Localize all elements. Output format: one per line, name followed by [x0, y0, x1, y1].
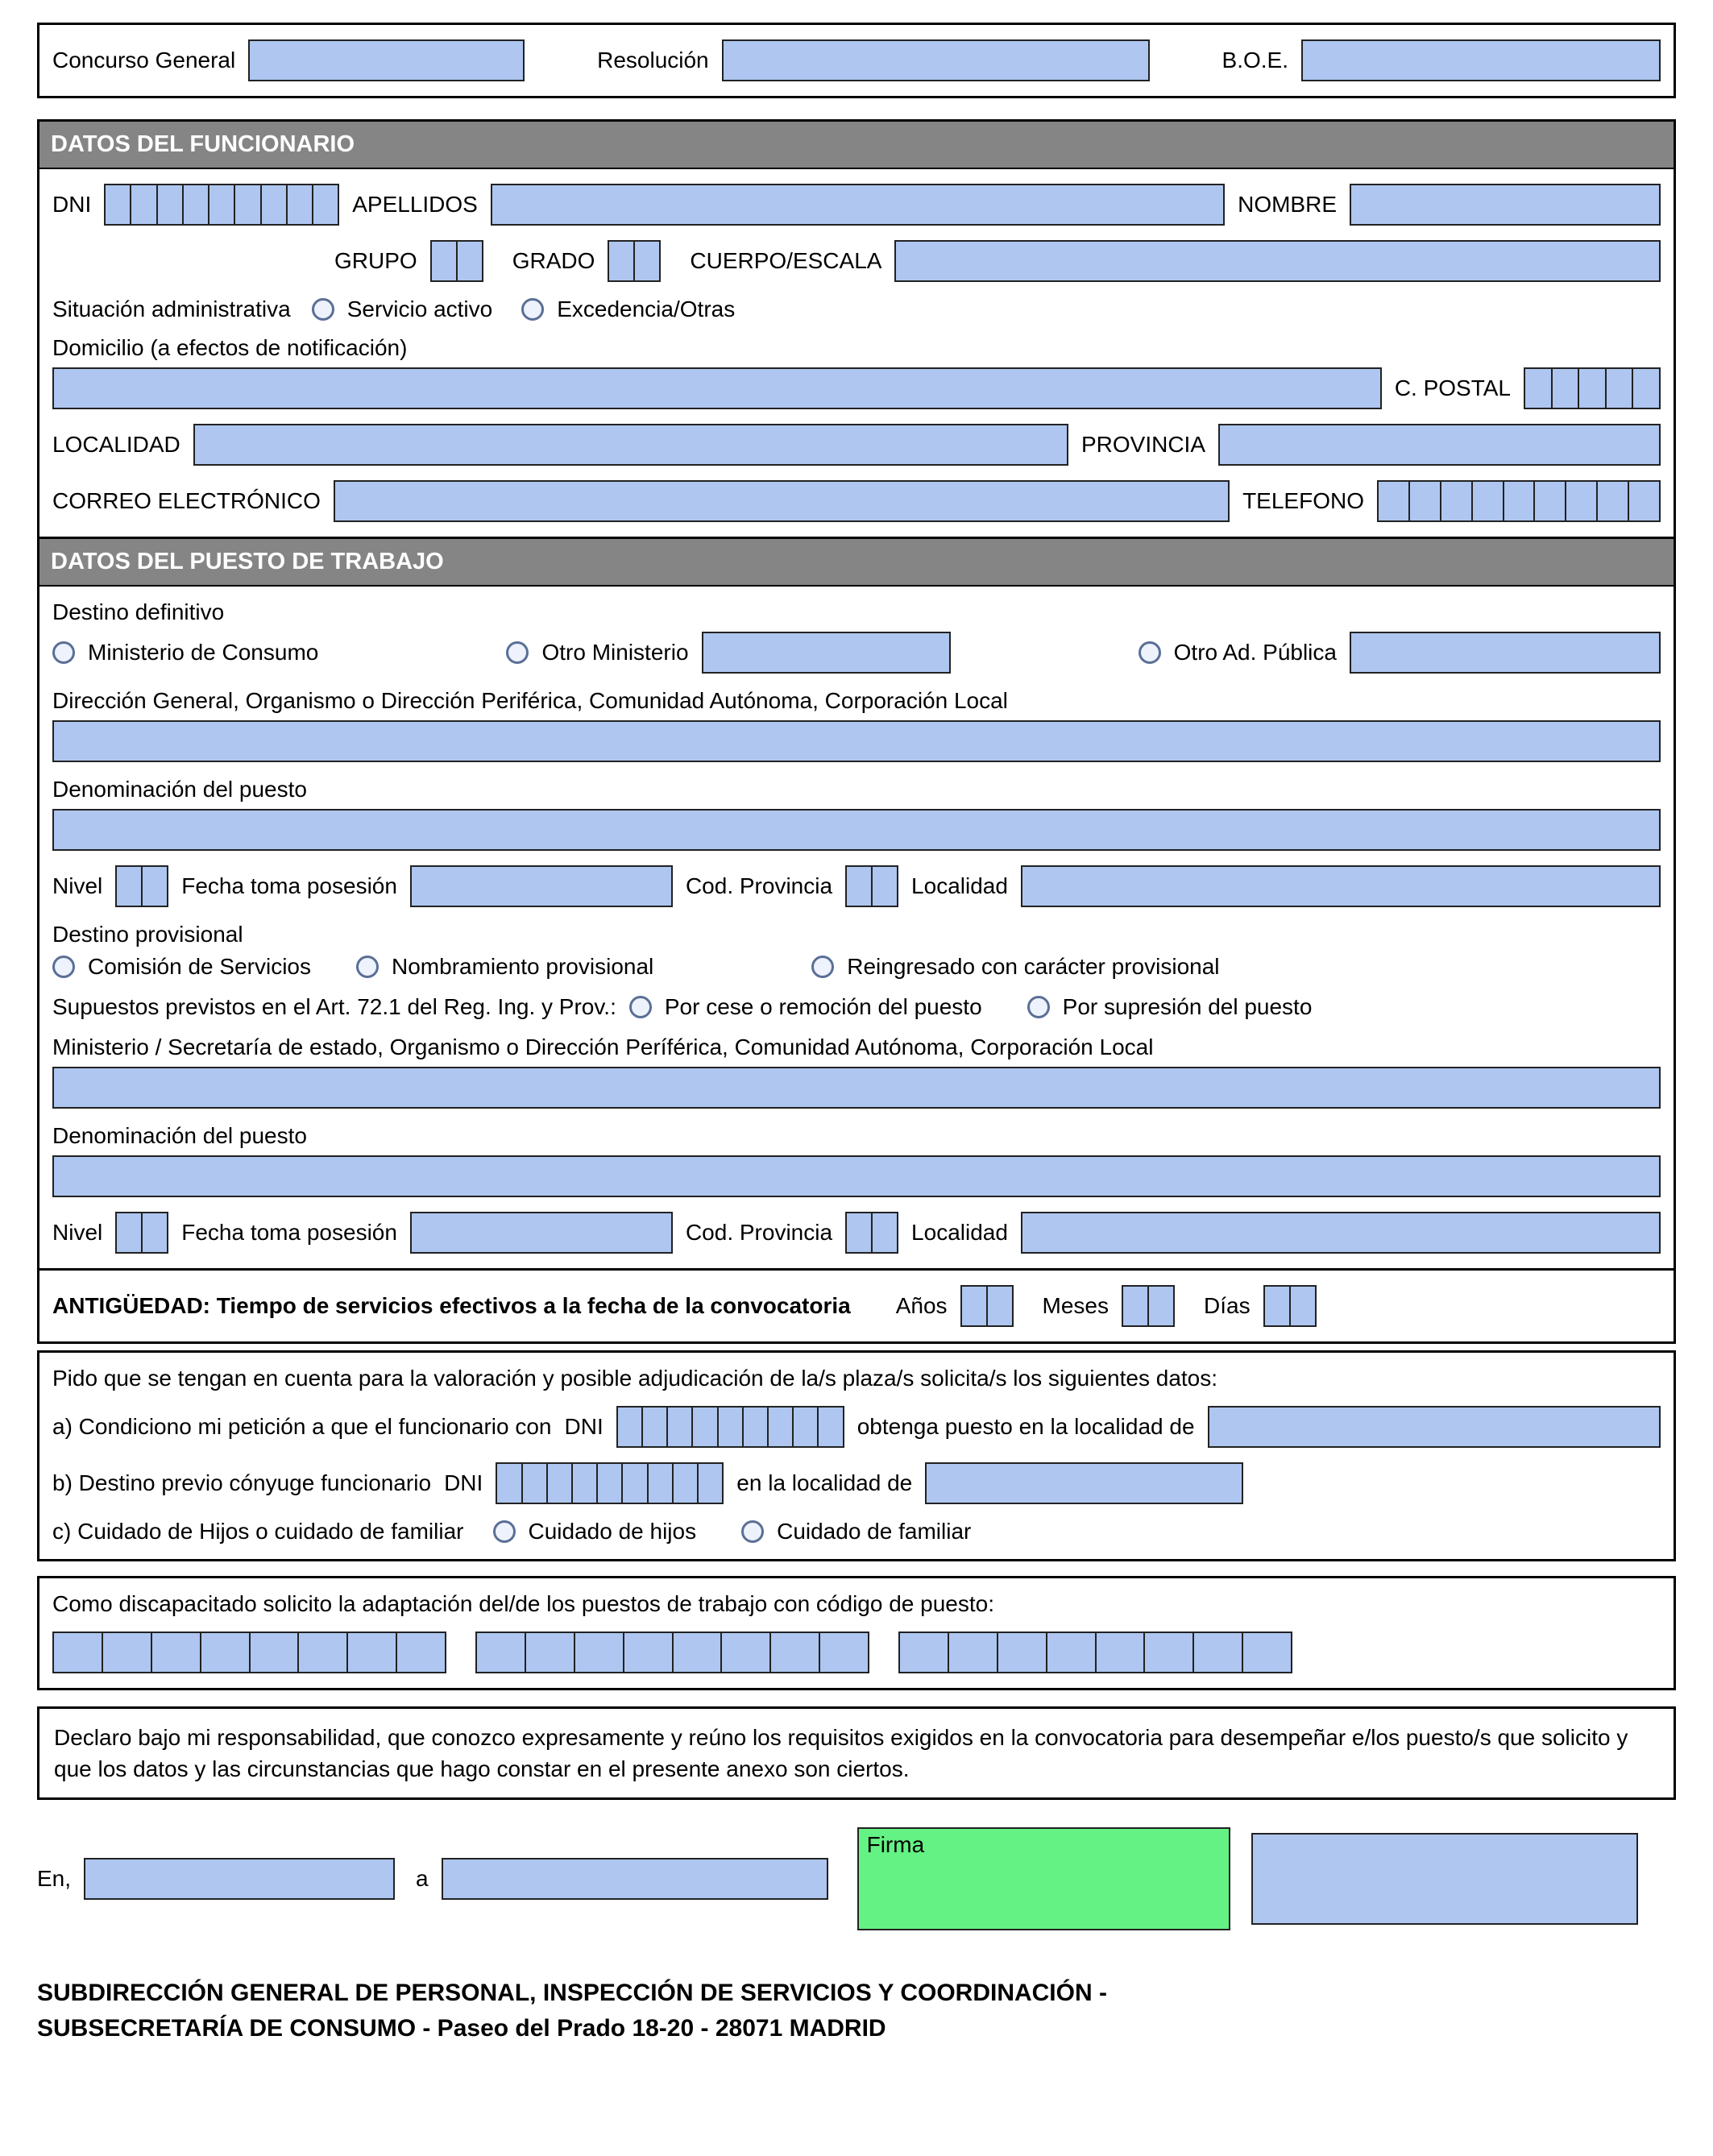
localidad-input[interactable]: [193, 424, 1068, 466]
denominacion-puesto-2-label: Denominación del puesto: [52, 1123, 307, 1148]
cell[interactable]: [312, 185, 338, 224]
otro-ministerio-radio[interactable]: [506, 641, 529, 664]
cell[interactable]: [525, 1633, 574, 1672]
form-row: [39, 688, 1674, 714]
excedencia-otras-radio[interactable]: [521, 298, 544, 321]
firma-row: [37, 1827, 1676, 1930]
c-postal-input[interactable]: [1524, 367, 1661, 409]
cell[interactable]: [156, 185, 182, 224]
cell[interactable]: [151, 1633, 200, 1672]
denominacion-puesto-2-input[interactable]: [52, 1155, 1661, 1197]
discapacidad-section: [37, 1576, 1676, 1690]
peticion-intro: Pido que se tengan en cuenta para la valoración y posible adjudicación de la/s plaza/s solicita/s los siguientes datos:: [52, 1366, 1218, 1391]
correo-electronico-label: CORREO ELECTRÓNICO: [52, 488, 321, 513]
form-row: [39, 632, 1674, 674]
declaracion-text: Declaro bajo mi responsabilidad, que conozco expresamente y reúno los requisitos exigidos en la convocatoria para desempeñar e/los puesto/s que solicito y que los datos y las circunstancias que hago constar en el presente anexo son ciertos.: [54, 1725, 1628, 1782]
cell[interactable]: [1632, 369, 1659, 408]
domicilio-label: Domicilio (a efectos de notificación): [52, 335, 408, 360]
antiguedad-title: ANTIGÜEDAD: Tiempo de servicios efectivos a la fecha de la convocatoria: [52, 1293, 851, 1318]
cell[interactable]: [997, 1633, 1046, 1672]
firma-box[interactable]: [857, 1827, 1230, 1930]
cell[interactable]: [666, 1408, 691, 1446]
form-row: [39, 240, 1674, 282]
cell[interactable]: [297, 1633, 346, 1672]
localidad-puesto-2-input[interactable]: [1021, 1212, 1661, 1254]
ministerio-consumo-group: [52, 640, 318, 665]
cell[interactable]: [286, 185, 312, 224]
cuidado-hijos-radio[interactable]: [493, 1520, 516, 1543]
servicio-activo-radio[interactable]: [312, 298, 334, 321]
cell[interactable]: [1123, 1287, 1147, 1325]
resolucion-group: [597, 39, 1150, 81]
ministerio-secretaria-input[interactable]: [52, 1067, 1661, 1109]
form-row: [39, 954, 1674, 980]
reingresado-radio[interactable]: [811, 956, 834, 978]
otro-ministerio-label: Otro Ministerio: [541, 640, 689, 665]
form-row: [39, 335, 1674, 361]
dni-input[interactable]: [104, 184, 339, 226]
excedencia-otras-label: Excedencia/Otras: [557, 296, 736, 321]
cell[interactable]: [871, 867, 897, 906]
cell[interactable]: [200, 1633, 249, 1672]
form-row: [39, 480, 1674, 522]
nombre-label: NOMBRE: [1238, 192, 1337, 217]
form-row: [39, 922, 1674, 947]
nombre-input[interactable]: [1350, 184, 1661, 226]
ministerio-consumo-label: Ministerio de Consumo: [88, 640, 319, 665]
cell[interactable]: [1503, 482, 1534, 520]
correo-electronico-input[interactable]: [334, 480, 1230, 522]
footer: [37, 1976, 1676, 2046]
firma-anexo-box[interactable]: [1251, 1833, 1638, 1925]
fecha-toma-label: Fecha toma posesión: [181, 873, 397, 898]
cell[interactable]: [117, 1213, 141, 1252]
cell[interactable]: [571, 1464, 596, 1503]
cell[interactable]: [1289, 1287, 1315, 1325]
otro-ministerio-input[interactable]: [702, 632, 951, 674]
form-row: [39, 865, 1674, 907]
cell[interactable]: [182, 185, 208, 224]
denominacion-puesto-input[interactable]: [52, 809, 1661, 851]
cell[interactable]: [767, 1408, 792, 1446]
cell[interactable]: [1408, 482, 1440, 520]
cell[interactable]: [948, 1633, 997, 1672]
footer-line1: SUBDIRECCIÓN GENERAL DE PERSONAL, INSPECCIÓN DE SERVICIOS Y COORDINACIÓN -: [37, 1980, 1107, 2007]
cuidado-familiar-label: Cuidado de familiar: [777, 1519, 972, 1544]
cell[interactable]: [456, 242, 482, 280]
cell[interactable]: [1628, 482, 1659, 520]
form-row: [39, 1519, 1674, 1544]
fecha-toma-input[interactable]: [410, 865, 673, 907]
form-row: [39, 1034, 1674, 1060]
declaracion-section: [37, 1706, 1676, 1800]
form-row: [39, 1632, 1674, 1673]
por-cese-radio[interactable]: [629, 996, 652, 1018]
dni-b-input[interactable]: [496, 1462, 724, 1504]
footer-line2: SUBSECRETARÍA DE CONSUMO - Paseo del Prado 18-20 - 28071 MADRID: [37, 2014, 886, 2042]
cell[interactable]: [1525, 369, 1551, 408]
localidad-puesto-label: Localidad: [911, 873, 1008, 898]
cell[interactable]: [130, 185, 156, 224]
direccion-general-label: Dirección General, Organismo o Dirección Periférica, Comunidad Autónoma, Corporación Local: [52, 688, 1008, 713]
cell[interactable]: [1551, 369, 1578, 408]
telefono-label: TELEFONO: [1242, 488, 1364, 513]
cell[interactable]: [717, 1408, 742, 1446]
cell[interactable]: [117, 867, 141, 906]
localidad-a-input[interactable]: [1208, 1406, 1661, 1448]
por-supresion-radio[interactable]: [1027, 996, 1050, 1018]
concurso-general-group: [52, 39, 525, 81]
nombramiento-provisional-radio[interactable]: [356, 956, 379, 978]
form-row: [39, 599, 1674, 625]
cell[interactable]: [1046, 1633, 1095, 1672]
situacion-administrativa-label: Situación administrativa: [52, 296, 291, 321]
direccion-general-input[interactable]: [52, 720, 1661, 762]
ministerio-secretaria-label: Ministerio / Secretaría de estado, Organismo o Dirección Períférica, Comunidad Autónoma, Corporación Local: [52, 1034, 1154, 1059]
codigo-puesto-2-input[interactable]: [475, 1632, 869, 1673]
cell[interactable]: [792, 1408, 817, 1446]
fecha-toma-2-label: Fecha toma posesión: [181, 1220, 397, 1245]
cuerpo-escala-label: CUERPO/ESCALA: [690, 248, 882, 273]
destino-provisional-label: Destino provisional: [52, 922, 243, 947]
codigo-puesto-3-input[interactable]: [898, 1632, 1292, 1673]
localidad-puesto-2-label: Localidad: [911, 1220, 1008, 1245]
cell[interactable]: [697, 1464, 722, 1503]
datos-puesto-section: [37, 537, 1676, 1271]
cell[interactable]: [641, 1408, 666, 1446]
cell[interactable]: [1578, 369, 1605, 408]
cod-provincia-label: Cod. Provincia: [685, 873, 833, 898]
grupo-label: GRUPO: [334, 248, 417, 273]
cell[interactable]: [1265, 1287, 1289, 1325]
cell[interactable]: [1192, 1633, 1242, 1672]
cod-provincia-input[interactable]: [845, 865, 898, 907]
grupo-input[interactable]: [430, 240, 483, 282]
dias-label: Días: [1204, 1293, 1251, 1318]
cod-provincia-2-label: Cod. Provincia: [685, 1220, 833, 1245]
localidad-label: LOCALIDAD: [52, 432, 180, 457]
comision-servicios-label: Comisión de Servicios: [88, 954, 311, 979]
form-row: [39, 1366, 1674, 1391]
resolucion-input[interactable]: [722, 39, 1150, 81]
cell[interactable]: [1147, 1287, 1173, 1325]
cell[interactable]: [546, 1464, 571, 1503]
form-row: [39, 1067, 1674, 1109]
otro-ad-publica-group: [1139, 632, 1661, 674]
dni-b-label: DNI: [444, 1470, 483, 1495]
cell[interactable]: [1471, 482, 1503, 520]
cell[interactable]: [623, 1633, 672, 1672]
condicion-b-post-label: en la localidad de: [736, 1470, 913, 1495]
boe-group: [1222, 39, 1661, 81]
otro-ad-publica-radio[interactable]: [1139, 641, 1161, 664]
form-row: [39, 1462, 1674, 1504]
cell[interactable]: [672, 1633, 721, 1672]
otro-ministerio-group: [506, 632, 950, 674]
por-cese-label: Por cese o remoción del puesto: [664, 994, 982, 1019]
servicio-activo-label: Servicio activo: [346, 296, 493, 321]
condicion-a-post-label: obtenga puesto en la localidad de: [856, 1414, 1195, 1439]
cell[interactable]: [249, 1633, 298, 1672]
cell[interactable]: [521, 1464, 546, 1503]
cell[interactable]: [871, 1213, 897, 1252]
nivel-label: Nivel: [52, 873, 103, 898]
firma-label: Firma: [866, 1832, 925, 1858]
form-row: [39, 809, 1674, 851]
grado-label: GRADO: [512, 248, 595, 273]
cell[interactable]: [208, 185, 234, 224]
resolucion-label: Resolución: [597, 48, 709, 73]
destino-definitivo-label: Destino definitivo: [52, 599, 225, 624]
cell[interactable]: [691, 1408, 716, 1446]
otro-ad-publica-label: Otro Ad. Pública: [1173, 640, 1337, 665]
form-row: [39, 720, 1674, 762]
nivel-2-label: Nivel: [52, 1220, 103, 1245]
nivel-input[interactable]: [115, 865, 168, 907]
lugar-firma-input[interactable]: [84, 1858, 395, 1900]
meses-label: Meses: [1042, 1293, 1109, 1318]
cell[interactable]: [847, 867, 871, 906]
cell[interactable]: [1440, 482, 1471, 520]
cell[interactable]: [633, 242, 659, 280]
cell[interactable]: [647, 1464, 672, 1503]
condicion-a-label: a) Condiciono mi petición a que el funcionario con: [52, 1414, 552, 1439]
cuidado-hijos-label: Cuidado de hijos: [528, 1519, 697, 1544]
form-row: [39, 1212, 1674, 1254]
boe-input[interactable]: [1301, 39, 1661, 81]
dias-input[interactable]: [1263, 1285, 1317, 1327]
fecha-toma-2-input[interactable]: [410, 1212, 673, 1254]
apellidos-input[interactable]: [491, 184, 1225, 226]
cell[interactable]: [234, 185, 259, 224]
provincia-label: PROVINCIA: [1080, 432, 1205, 457]
nivel-2-input[interactable]: [115, 1212, 168, 1254]
cell[interactable]: [432, 242, 456, 280]
anos-label: Años: [895, 1293, 948, 1318]
cell[interactable]: [819, 1633, 868, 1672]
nombramiento-provisional-label: Nombramiento provisional: [392, 954, 654, 979]
form-row: [39, 424, 1674, 466]
cell[interactable]: [609, 242, 633, 280]
cell[interactable]: [346, 1633, 396, 1672]
cell[interactable]: [260, 185, 286, 224]
antiguedad-section: [37, 1268, 1676, 1344]
datos-funcionario-section: [37, 119, 1676, 539]
grado-input[interactable]: [608, 240, 661, 282]
peticion-section: [37, 1350, 1676, 1561]
en-label: En,: [37, 1866, 72, 1892]
cell[interactable]: [618, 1408, 641, 1446]
form-row: [39, 184, 1674, 226]
header-box: [37, 23, 1676, 98]
concurso-general-input[interactable]: [248, 39, 525, 81]
form-row: [39, 1123, 1674, 1149]
cell[interactable]: [1596, 482, 1628, 520]
localidad-b-input[interactable]: [925, 1462, 1243, 1504]
cell[interactable]: [900, 1633, 948, 1672]
apellidos-label: APELLIDOS: [352, 192, 478, 217]
cell[interactable]: [962, 1287, 986, 1325]
concurso-general-label: Concurso General: [52, 48, 236, 73]
cell[interactable]: [102, 1633, 151, 1672]
cell[interactable]: [742, 1408, 767, 1446]
form-row: [39, 296, 1674, 322]
cell[interactable]: [141, 1213, 167, 1252]
supuestos-label: Supuestos previstos en el Art. 72.1 del Reg. Ing. y Prov.:: [52, 994, 616, 1019]
cell[interactable]: [847, 1213, 871, 1252]
dni-label: DNI: [52, 192, 92, 217]
form-row: [39, 1406, 1674, 1448]
datos-puesto-header: DATOS DEL PUESTO DE TRABAJO: [39, 539, 1674, 587]
cell[interactable]: [574, 1633, 623, 1672]
cell[interactable]: [106, 185, 130, 224]
meses-input[interactable]: [1122, 1285, 1175, 1327]
discapacidad-text: Como discapacitado solicito la adaptación del/de los puestos de trabajo con código de puesto:: [52, 1591, 994, 1616]
codigo-puesto-1-input[interactable]: [52, 1632, 446, 1673]
cell[interactable]: [1565, 482, 1596, 520]
condicion-c-label: c) Cuidado de Hijos o cuidado de familiar: [52, 1519, 464, 1544]
cell[interactable]: [1605, 369, 1632, 408]
cell[interactable]: [396, 1633, 445, 1672]
form-row: [39, 777, 1674, 802]
cell[interactable]: [1242, 1633, 1291, 1672]
boe-label: B.O.E.: [1221, 48, 1288, 73]
condicion-b-label: b) Destino previo cónyuge funcionario: [52, 1470, 432, 1495]
datos-funcionario-header: DATOS DEL FUNCIONARIO: [39, 122, 1674, 169]
cell[interactable]: [596, 1464, 621, 1503]
dni-a-input[interactable]: [616, 1406, 844, 1448]
reingresado-label: Reingresado con carácter provisional: [847, 954, 1220, 979]
cell[interactable]: [720, 1633, 769, 1672]
cell[interactable]: [497, 1464, 521, 1503]
denominacion-puesto-label: Denominación del puesto: [52, 777, 307, 802]
form-row: [39, 1285, 1674, 1327]
cell[interactable]: [141, 867, 167, 906]
otro-ad-publica-input[interactable]: [1350, 632, 1661, 674]
form-row: [39, 1155, 1674, 1197]
cell[interactable]: [769, 1633, 819, 1672]
cuerpo-escala-input[interactable]: [894, 240, 1661, 282]
cod-provincia-2-input[interactable]: [845, 1212, 898, 1254]
cell[interactable]: [477, 1633, 525, 1672]
form-row: [39, 367, 1674, 409]
form-row: [39, 39, 1674, 81]
form-row: [39, 1591, 1674, 1617]
domicilio-input[interactable]: [52, 367, 1382, 409]
por-supresion-label: Por supresión del puesto: [1062, 994, 1313, 1019]
cell[interactable]: [986, 1287, 1012, 1325]
cell[interactable]: [817, 1408, 842, 1446]
comision-servicios-radio[interactable]: [52, 956, 75, 978]
cell[interactable]: [621, 1464, 646, 1503]
localidad-puesto-input[interactable]: [1021, 865, 1661, 907]
c-postal-label: C. POSTAL: [1394, 375, 1511, 400]
dni-a-label: DNI: [564, 1414, 603, 1439]
cell[interactable]: [1095, 1633, 1144, 1672]
cuidado-familiar-radio[interactable]: [741, 1520, 764, 1543]
telefono-input[interactable]: [1377, 480, 1661, 522]
cell[interactable]: [1379, 482, 1408, 520]
cell[interactable]: [672, 1464, 697, 1503]
fecha-firma-input[interactable]: [442, 1858, 828, 1900]
form-row: [39, 994, 1674, 1020]
cell[interactable]: [1143, 1633, 1192, 1672]
ministerio-consumo-radio[interactable]: [52, 641, 75, 664]
anos-input[interactable]: [960, 1285, 1014, 1327]
cell[interactable]: [54, 1633, 102, 1672]
cell[interactable]: [1533, 482, 1565, 520]
a-label: a: [416, 1866, 429, 1892]
provincia-input[interactable]: [1218, 424, 1661, 466]
